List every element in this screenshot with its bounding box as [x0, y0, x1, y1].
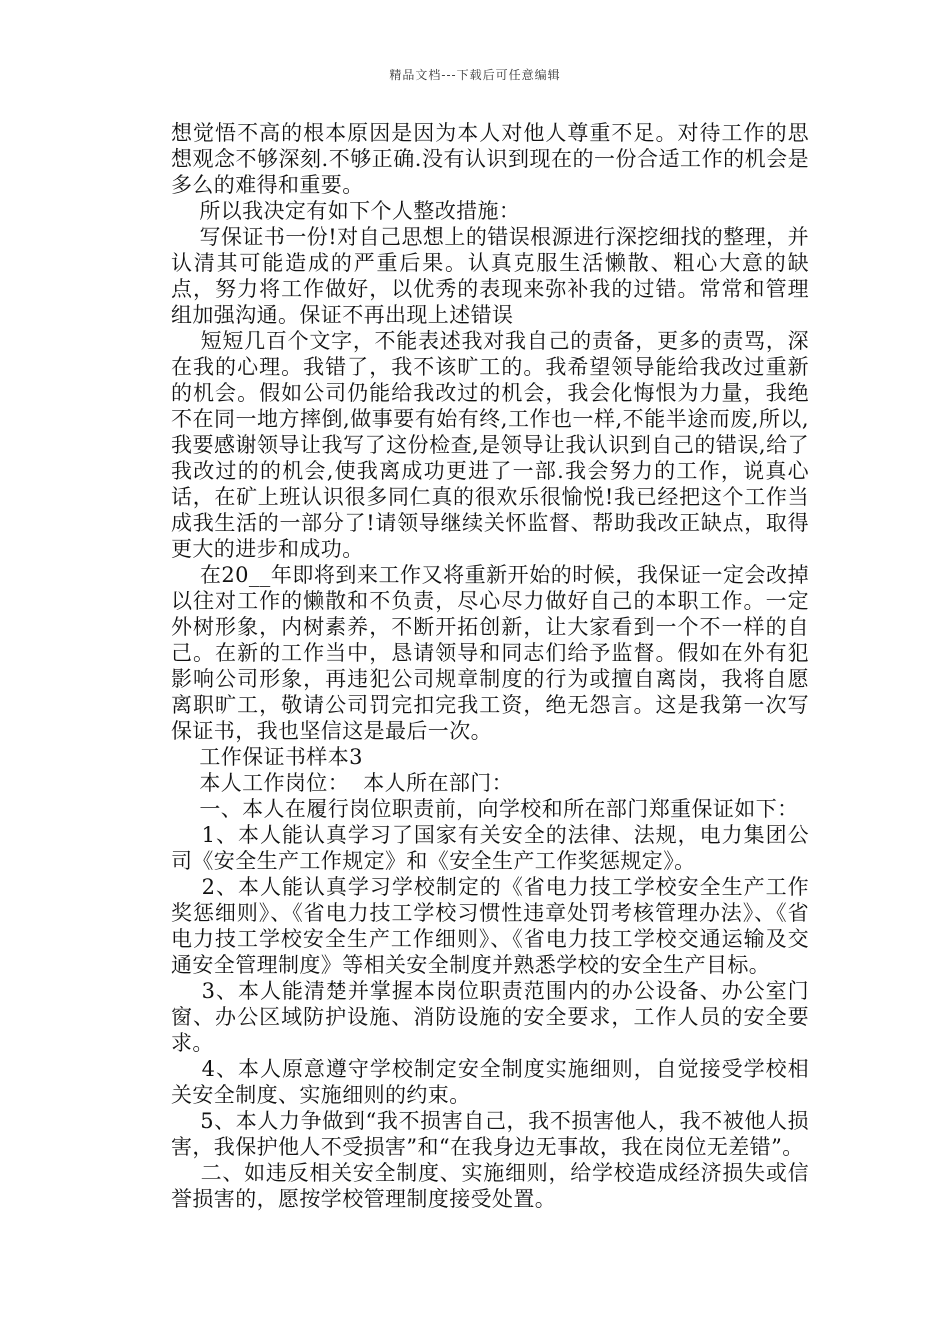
paragraph-14: 二、如违反相关安全制度、实施细则，给学校造成经济损失或信誉损害的，愿按学校管理制度接受处置。 — [171, 1161, 809, 1211]
paragraph-9: 1、本人能认真学习了国家有关安全的法律、法规，电力集团公司《安全生产工作规定》和《安全生产工作奖惩规定》。 — [171, 823, 809, 873]
position-department-line: 本人工作岗位： 本人所在部门： — [171, 771, 514, 795]
paragraph-2: 所以我决定有如下个人整改措施： — [171, 199, 521, 223]
section-title: 工作保证书样本3 — [171, 745, 363, 769]
paragraph-5: 在20__年即将到来工作又将重新开始的时候，我保证一定会改掉以往对工作的懒散和不负责，尽心尽力做好自己的本职工作。一定外树形象，内树素养，不断开拓创新，让大家看到一个不一样的自己。在新的工作当中，恳请领导和同志们给予监督。假如在外有犯影响公司形象，再违犯公司规章制度的行为或擅自离岗，我将自愿离职旷工，敬请公司罚完扣完我工资，绝无怨言。这是我第一次写保证书，我也坚信这是最后一次。 — [171, 563, 809, 743]
paragraph-11: 3、本人能清楚并掌握本岗位职责范围内的办公设备、办公室门窗、办公区域防护设施、消防设施的安全要求，工作人员的安全要求。 — [171, 979, 809, 1055]
document-body — [171, 120, 809, 1212]
paragraph-13: 5、本人力争做到“我不损害自己，我不损害他人，我不被他人损害，我保护他人不受损害”和“在我身边无事故，我在岗位无差错”。 — [171, 1109, 809, 1159]
paragraph-8: 一、本人在履行岗位职责前，向学校和所在部门郑重保证如下： — [171, 797, 799, 821]
paragraph-4: 短短几百个文字，不能表述我对我自己的责备，更多的责骂，深在我的心理。我错了，我不该旷工的。我希望领导能给我改过重新的机会。假如公司仍能给我改过的机会，我会化悔恨为力量，我绝不在同一地方摔倒,做事要有始有终,工作也一样,不能半途而废,所以,我要感谢领导让我写了这份检查,是领导让我认识到自己的错误,给了我改过的的机会,使我离成功更进了一部.我会努力的工作，说真心话，在矿上班认识很多同仁真的很欢乐很愉悦!我已经把这个工作当成我生活的一部分了!请领导继续关怀监督、帮助我改正缺点，取得更大的进步和成功。 — [171, 329, 809, 561]
paragraph-1: 想觉悟不高的根本原因是因为本人对他人尊重不足。对待工作的思想观念不够深刻.不够正确.没有认识到现在的一份合适工作的机会是多么的难得和重要。 — [171, 121, 809, 197]
page-header: 精品文档---下载后可任意编辑 — [389, 68, 561, 82]
paragraph-10: 2、本人能认真学习学校制定的《省电力技工学校安全生产工作奖惩细则》、《省电力技工学校习惯性违章处罚考核管理办法》、《省电力技工学校安全生产工作细则》、《省电力技工学校交通运输及交通安全管理制度》等相关安全制度并熟悉学校的安全生产目标。 — [171, 875, 809, 977]
paragraph-12: 4、本人原意遵守学校制定安全制度实施细则，自觉接受学校相关安全制度、实施细则的约束。 — [171, 1057, 809, 1107]
paragraph-3: 写保证书一份!对自己思想上的错误根源进行深挖细找的整理，并认清其可能造成的严重后果。认真克服生活懒散、粗心大意的缺点，努力将工作做好，以优秀的表现来弥补我的过错。常常和管理组加强沟通。保证不再出现上述错误 — [171, 225, 809, 327]
